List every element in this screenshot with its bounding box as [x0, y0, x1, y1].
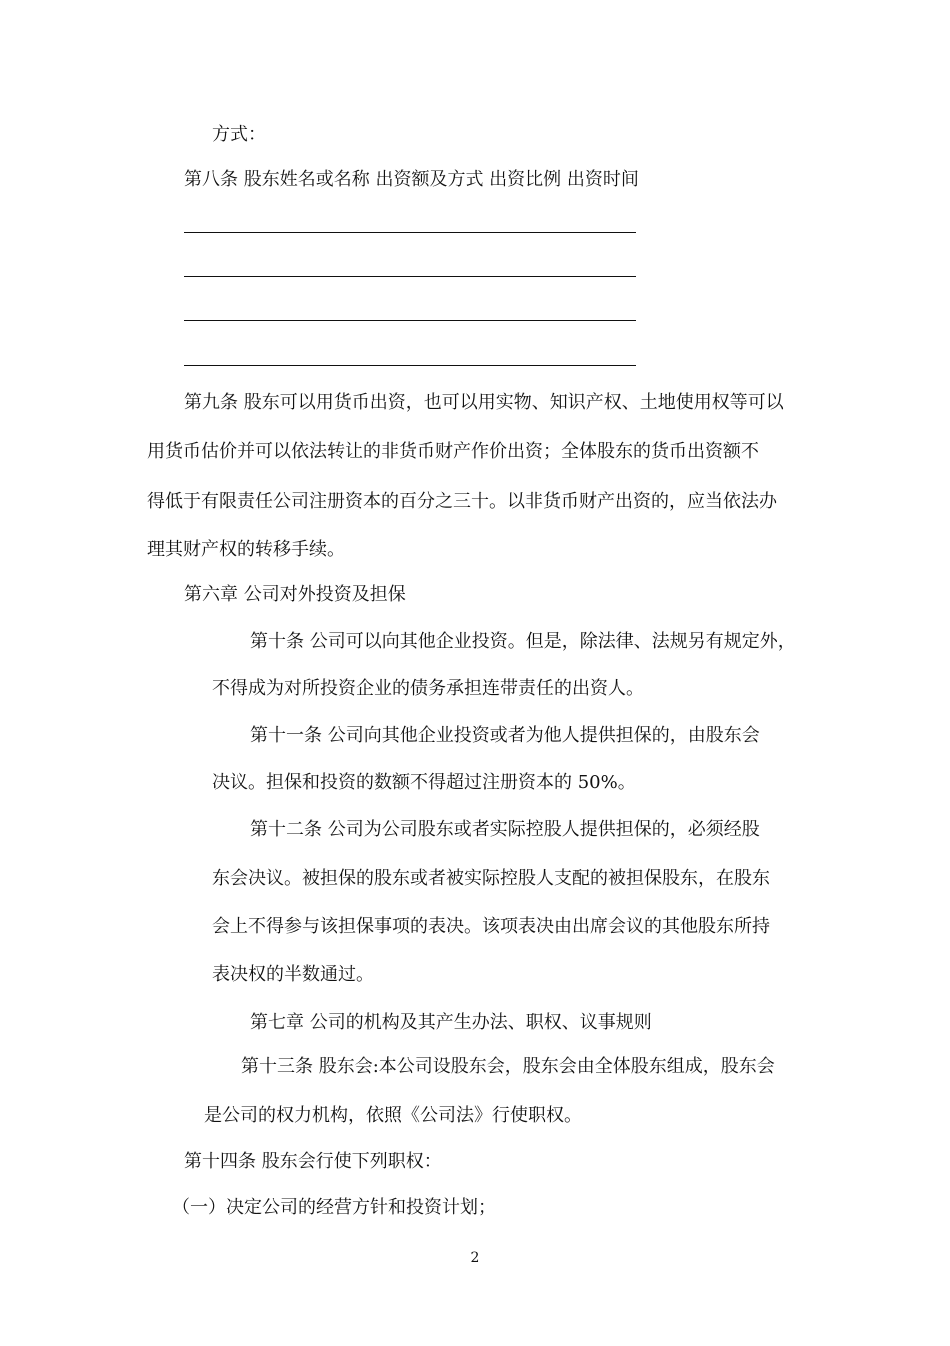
article-9-line-2: 用货币估价并可以依法转让的非货币财产作价出资；全体股东的货币出资额不	[147, 441, 759, 462]
article-9-line-3: 得低于有限责任公司注册资本的百分之三十。以非货币财产出资的，应当依法办	[147, 491, 777, 512]
article-11-line-2: 决议。担保和投资的数额不得超过注册资本的 50%。	[212, 772, 636, 793]
article-10-line-1: 第十条 公司可以向其他企业投资。但是，除法律、法规另有规定外，	[250, 631, 796, 652]
article-13-line-1: 第十三条 股东会:本公司设股东会，股东会由全体股东组成，股东会	[241, 1056, 775, 1077]
article-9-line-1: 第九条 股东可以用货币出资，也可以用实物、知识产权、土地使用权等可以	[184, 392, 784, 413]
article-12-line-3: 会上不得参与该担保事项的表决。该项表决由出席会议的其他股东所持	[212, 916, 770, 937]
blank-fill-line-2	[184, 276, 636, 277]
article-13-line-2: 是公司的权力机构，依照《公司法》行使职权。	[204, 1105, 582, 1126]
article-9-line-4: 理其财产权的转移手续。	[147, 539, 345, 560]
article-12-line-1: 第十二条 公司为公司股东或者实际控股人提供担保的，必须经股	[250, 819, 760, 840]
chapter-6-heading: 第六章 公司对外投资及担保	[184, 584, 406, 605]
chapter-7-heading: 第七章 公司的机构及其产生办法、职权、议事规则	[250, 1012, 652, 1033]
blank-fill-line-3	[184, 320, 636, 321]
article-12-line-2: 东会决议。被担保的股东或者被实际控股人支配的被担保股东，在股东	[212, 868, 770, 889]
article-8-header: 第八条 股东姓名或名称 出资额及方式 出资比例 出资时间	[184, 169, 639, 190]
article-11-line-1: 第十一条 公司向其他企业投资或者为他人提供担保的，由股东会	[250, 725, 760, 746]
blank-fill-line-4	[184, 365, 636, 366]
article-10-line-2: 不得成为对所投资企业的债务承担连带责任的出资人。	[212, 678, 644, 699]
text-line-1: 方式：	[212, 124, 266, 145]
list-item-1: （一）决定公司的经营方针和投资计划；	[172, 1197, 496, 1218]
blank-fill-line-1	[184, 232, 636, 233]
article-12-line-4: 表决权的半数通过。	[212, 964, 374, 985]
article-14-header: 第十四条 股东会行使下列职权：	[184, 1151, 442, 1172]
page-number: 2	[470, 1250, 480, 1266]
